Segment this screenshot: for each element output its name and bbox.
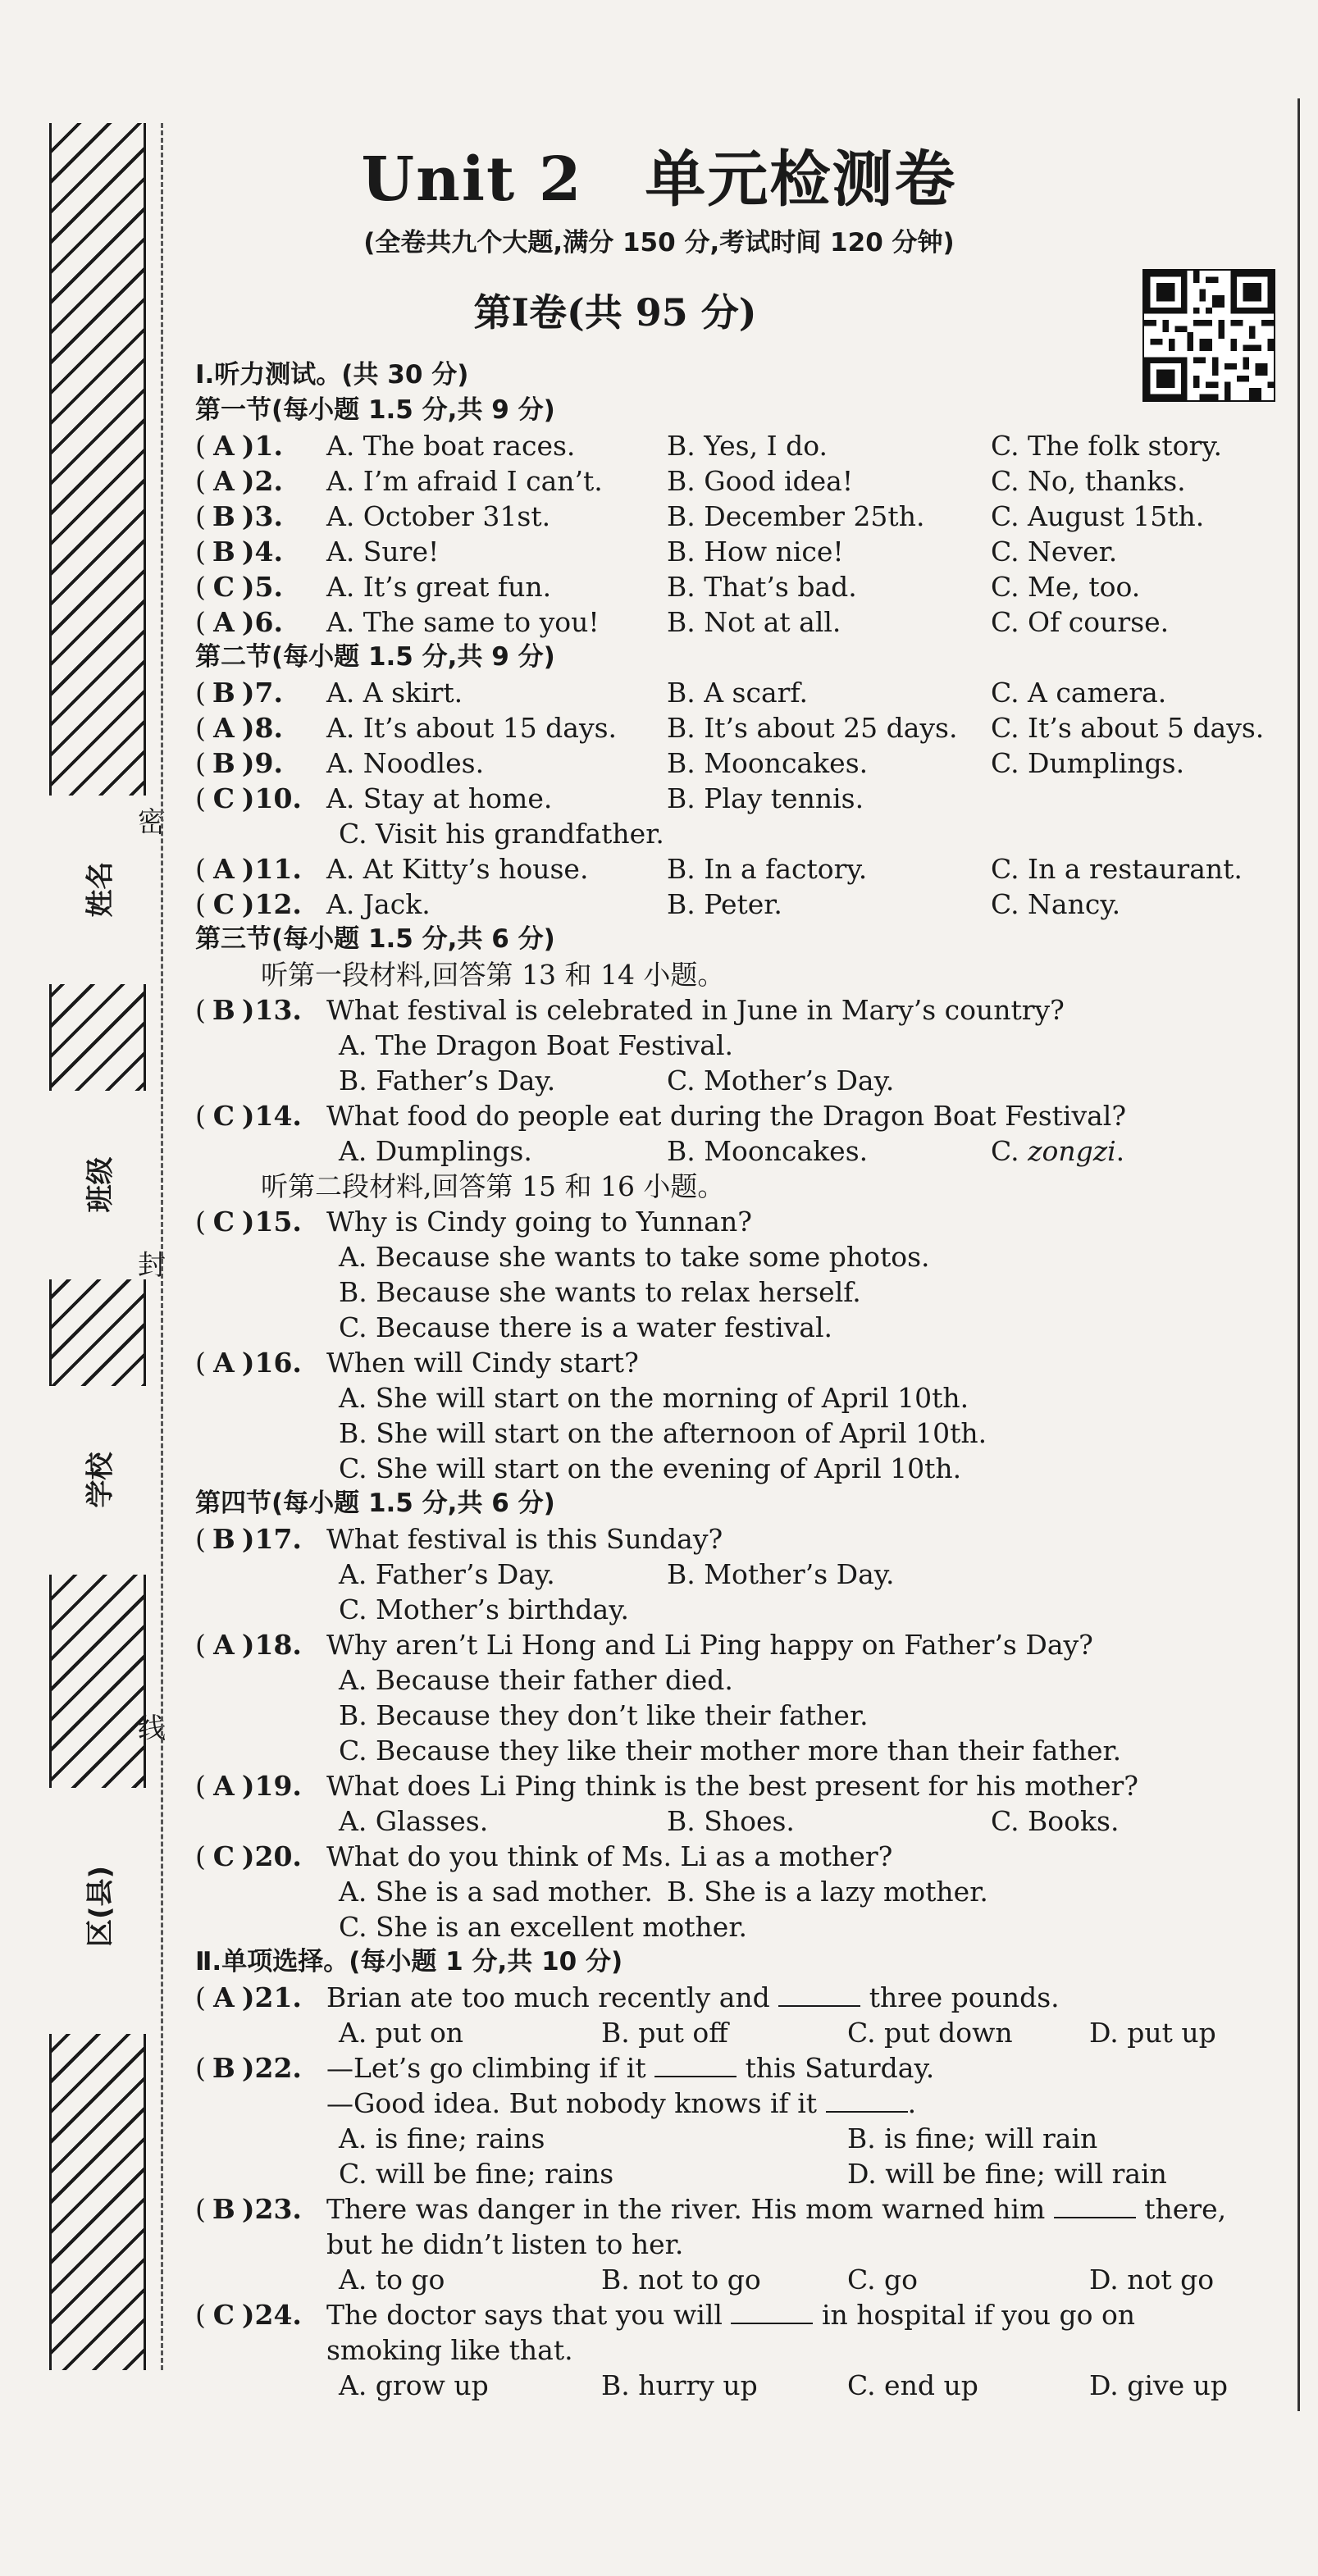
option-a: A. The Dragon Boat Festival.: [339, 1029, 734, 1061]
option-b: B. Yes, I do.: [667, 430, 828, 462]
question-10: ( C )10. A. Stay at home. B. Play tennis.: [195, 782, 864, 814]
option-c: C. Dumplings.: [991, 747, 1185, 779]
answer: A: [213, 606, 235, 638]
option-b: B. Not at all.: [667, 606, 841, 638]
cut-line: [161, 123, 163, 2370]
question-stem: What does Li Ping think is the best present for his mother?: [326, 1770, 1138, 1802]
part1-heading: 第一节(每小题 1.5 分,共 9 分): [195, 395, 555, 425]
option-a: A. She will start on the morning of April 10th.: [339, 1382, 969, 1414]
option-c: C. She will start on the evening of April 10th.: [339, 1452, 962, 1484]
option-c: C. Mother’s birthday.: [339, 1593, 629, 1625]
question-4: ( B )4. A. Sure! B. How nice! C. Never.: [195, 536, 1118, 568]
answer: B: [212, 677, 235, 709]
option-b: B. Peter.: [667, 888, 782, 920]
option-c: C. Because there is a water festival.: [339, 1311, 833, 1343]
option-a: A. grow up: [339, 2369, 489, 2401]
option-c: C. She is an excellent mother.: [339, 1911, 747, 1943]
question-13: ( B )13. What festival is celebrated in June in Mary’s country?: [195, 994, 1065, 1026]
answer-blank: [731, 2300, 813, 2324]
part3-heading: 第三节(每小题 1.5 分,共 6 分): [195, 924, 555, 954]
question-stem: When will Cindy start?: [326, 1347, 639, 1379]
option-c: C. Visit his grandfather.: [339, 818, 664, 850]
question-18: ( A )18. Why aren’t Li Hong and Li Ping happy on Father’s Day?: [195, 1629, 1093, 1661]
option-c: C. A camera.: [991, 677, 1167, 709]
answer: B: [212, 1523, 235, 1555]
option-b: B. December 25th.: [667, 500, 925, 532]
page-edge-line: [1297, 98, 1300, 2411]
answer: B: [212, 536, 235, 568]
option-d: D. will be fine; will rain: [847, 2158, 1167, 2190]
option-b: B. Play tennis.: [667, 782, 864, 814]
class-label: 班级: [84, 1156, 117, 1213]
question-stem: What do you think of Ms. Li as a mother?: [326, 1840, 893, 1872]
question-24: ( C )24. The doctor says that you will in hospital if you go on: [195, 2299, 1136, 2331]
exam-content: [195, 358, 1286, 2403]
option-b: B. She will start on the afternoon of April 10th.: [339, 1417, 987, 1449]
option-a: A. Because she wants to take some photos.: [339, 1241, 930, 1273]
option-a: A. It’s about 15 days.: [326, 712, 618, 744]
question-11: ( A )11. A. At Kitty’s house. B. In a factory. C. In a restaurant.: [195, 853, 1243, 885]
seal-char-xian: 线: [138, 1712, 166, 1745]
option-c: C. go: [847, 2264, 919, 2296]
option-b: B. Shoes.: [667, 1805, 795, 1837]
question-17: ( B )17. What festival is this Sunday?: [195, 1523, 723, 1555]
option-c: C. end up: [847, 2369, 978, 2401]
option-a: A. I’m afraid I can’t.: [326, 465, 603, 497]
option-b: B. Father’s Day.: [339, 1065, 556, 1097]
name-label: 姓名: [84, 861, 117, 918]
question-stem: Why is Cindy going to Yunnan?: [326, 1206, 752, 1238]
answer-blank: [778, 1982, 860, 2007]
question-9: ( B )9. A. Noodles. B. Mooncakes. C. Dumplings.: [195, 747, 1185, 779]
option-a: A. Stay at home.: [326, 782, 553, 814]
answer-blank: [826, 2088, 908, 2113]
question-stem: What festival is this Sunday?: [326, 1523, 723, 1555]
answer: A: [213, 1981, 235, 2013]
option-b: B. A scarf.: [667, 677, 808, 709]
school-label: 学校: [84, 1452, 117, 1508]
option-b: B. Because she wants to relax herself.: [339, 1276, 861, 1308]
option-b: B. That’s bad.: [667, 571, 857, 603]
question-stem: —Let’s go climbing if it this Saturday.: [326, 2052, 935, 2084]
option-b: B. Good idea!: [667, 465, 854, 497]
question-23: ( B )23. There was danger in the river. His mom warned him there,: [195, 2193, 1227, 2225]
question-8: ( A )8. A. It’s about 15 days. B. It’s about 25 days. C. It’s about 5 days.: [195, 712, 1265, 744]
option-c: C. August 15th.: [991, 500, 1205, 532]
option-a: A. to go: [339, 2264, 445, 2296]
option-b: B. Mooncakes.: [667, 747, 869, 779]
option-b: B. put off: [601, 2017, 728, 2049]
answer: A: [213, 853, 235, 885]
option-a: A. She is a sad mother.: [339, 1876, 653, 1908]
option-c: C. zongzi.: [991, 1135, 1125, 1167]
option-b: B. not to go: [601, 2264, 761, 2296]
question-stem: What food do people eat during the Dragon Boat Festival?: [326, 1100, 1127, 1132]
option-a: A. The same to you!: [326, 606, 600, 638]
question-19: ( A )19. What does Li Ping think is the best present for his mother?: [195, 1770, 1138, 1802]
answer: C: [212, 2299, 235, 2331]
answer-blank: [654, 2053, 737, 2077]
part3-intro-2: 听第二段材料,回答第 15 和 16 小题。: [261, 1170, 725, 1202]
option-b: B. Because they don’t like their father.: [339, 1699, 869, 1731]
option-b: B. She is a lazy mother.: [667, 1876, 988, 1908]
question-14: ( C )14. What food do people eat during the Dragon Boat Festival?: [195, 1100, 1127, 1132]
answer: C: [212, 888, 235, 920]
option-c: C. In a restaurant.: [991, 853, 1243, 885]
section-title: 第Ⅰ卷(共 95 分): [473, 290, 757, 335]
answer: B: [212, 747, 235, 779]
seal-char-feng: 封: [138, 1249, 166, 1282]
part3-intro-1: 听第一段材料,回答第 13 和 14 小题。: [261, 959, 725, 991]
question-stem-line2: —Good idea. But nobody knows if it .: [326, 2087, 917, 2119]
option-c: C. No, thanks.: [991, 465, 1186, 497]
option-c: C. Because they like their mother more than their father.: [339, 1735, 1122, 1767]
question-5: ( C )5. A. It’s great fun. B. That’s bad. C. Me, too.: [195, 571, 1141, 603]
answer: B: [212, 2052, 235, 2084]
option-c: C. will be fine; rains: [339, 2158, 614, 2190]
option-c: C. Mother’s Day.: [667, 1065, 895, 1097]
option-a: A. is fine; rains: [339, 2122, 545, 2154]
part2-heading: 第二节(每小题 1.5 分,共 9 分): [195, 642, 555, 672]
seal-char-mi: 密: [138, 806, 166, 839]
question-7: ( B )7. A. A skirt. B. A scarf. C. A camera.: [195, 677, 1167, 709]
option-d: D. put up: [1089, 2017, 1216, 2049]
question-stem: Why aren’t Li Hong and Li Ping happy on Father’s Day?: [326, 1629, 1093, 1661]
answer: B: [212, 994, 235, 1026]
exam-info: (全卷共九个大题,满分 150 分,考试时间 120 分钟): [363, 228, 955, 258]
question-10-continued: [195, 816, 1286, 851]
answer: A: [213, 1770, 235, 1802]
option-a: A. Jack.: [326, 888, 431, 920]
listening-heading: Ⅰ.听力测试。(共 30 分): [195, 360, 469, 390]
question-6: ( A )6. A. The same to you! B. Not at all. C. Of course.: [195, 606, 1170, 638]
question-21: ( A )21. Brian ate too much recently and three pounds.: [195, 1981, 1060, 2013]
answer: C: [212, 1206, 235, 1238]
option-c: C. put down: [847, 2017, 1013, 2049]
question-stem: Brian ate too much recently and three pounds.: [326, 1981, 1060, 2013]
option-a: A. Noodles.: [326, 747, 485, 779]
answer: A: [213, 712, 235, 744]
question-stem: There was danger in the river. His mom warned him there,: [326, 2193, 1227, 2225]
option-d: D. not go: [1089, 2264, 1215, 2296]
answer: B: [212, 500, 235, 532]
option-a: A. At Kitty’s house.: [326, 853, 589, 885]
option-b: B. Mother’s Day.: [667, 1558, 895, 1590]
option-b: B. Mooncakes.: [667, 1135, 869, 1167]
answer: A: [213, 465, 235, 497]
option-c: C. Never.: [991, 536, 1118, 568]
question-2: ( A )2. A. I’m afraid I can’t. B. Good idea! C. No, thanks.: [195, 465, 1186, 497]
option-c: C. Of course.: [991, 606, 1170, 638]
option-b: B. hurry up: [601, 2369, 758, 2401]
option-a: A. Glasses.: [339, 1805, 489, 1837]
binding-margin: [49, 123, 146, 2370]
question-1: ( A )1. A. The boat races. B. Yes, I do. C. The folk story.: [195, 430, 1223, 462]
question-stem: What festival is celebrated in June in Mary’s country?: [326, 994, 1065, 1026]
question-16: ( A )16. When will Cindy start?: [195, 1347, 639, 1379]
district-label: 区(县): [84, 1865, 117, 1948]
option-a: A. The boat races.: [326, 430, 576, 462]
option-c: C. It’s about 5 days.: [991, 712, 1265, 744]
option-a: A. It’s great fun.: [326, 571, 552, 603]
question-22: ( B )22. —Let’s go climbing if it this Saturday.: [195, 2052, 935, 2084]
answer: C: [212, 1840, 235, 1872]
option-c: C. Me, too.: [991, 571, 1141, 603]
answer: C: [212, 782, 235, 814]
option-a: A. put on: [339, 2017, 464, 2049]
answer-blank: [1054, 2194, 1136, 2218]
answer: A: [213, 1347, 235, 1379]
page-title: Unit 2 单元检测卷: [361, 144, 957, 215]
answer: B: [212, 2193, 235, 2225]
option-b: B. In a factory.: [667, 853, 868, 885]
option-d: D. give up: [1089, 2369, 1228, 2401]
option-a: A. Dumplings.: [339, 1135, 532, 1167]
grammar-heading: Ⅱ.单项选择。(每小题 1 分,共 10 分): [195, 1947, 623, 1976]
question-12: ( C )12. A. Jack. B. Peter. C. Nancy.: [195, 888, 1121, 920]
question-stem: The doctor says that you will in hospital if you go on: [326, 2299, 1136, 2331]
question-stem-line2: but he didn’t listen to her.: [326, 2228, 684, 2260]
answer: A: [213, 430, 235, 462]
option-a: A. Father’s Day.: [339, 1558, 555, 1590]
option-a: A. Because their father died.: [339, 1664, 733, 1696]
answer: C: [212, 1100, 235, 1132]
answer: C: [212, 571, 235, 603]
part4-heading: 第四节(每小题 1.5 分,共 6 分): [195, 1489, 555, 1518]
answer: A: [213, 1629, 235, 1661]
question-20: ( C )20. What do you think of Ms. Li as a mother?: [195, 1840, 893, 1872]
option-a: A. Sure!: [326, 536, 440, 568]
option-c: C. Nancy.: [991, 888, 1121, 920]
option-b: B. is fine; will rain: [847, 2122, 1098, 2154]
option-b: B. How nice!: [667, 536, 844, 568]
option-a: A. October 31st.: [326, 500, 551, 532]
option-c: C. The folk story.: [991, 430, 1223, 462]
question-15: ( C )15. Why is Cindy going to Yunnan?: [195, 1206, 752, 1238]
question-3: ( B )3. A. October 31st. B. December 25th. C. August 15th.: [195, 500, 1205, 532]
option-b: B. It’s about 25 days.: [667, 712, 958, 744]
option-a: A. A skirt.: [326, 677, 463, 709]
question-stem-line2: smoking like that.: [326, 2334, 573, 2366]
option-c: C. Books.: [991, 1805, 1120, 1837]
